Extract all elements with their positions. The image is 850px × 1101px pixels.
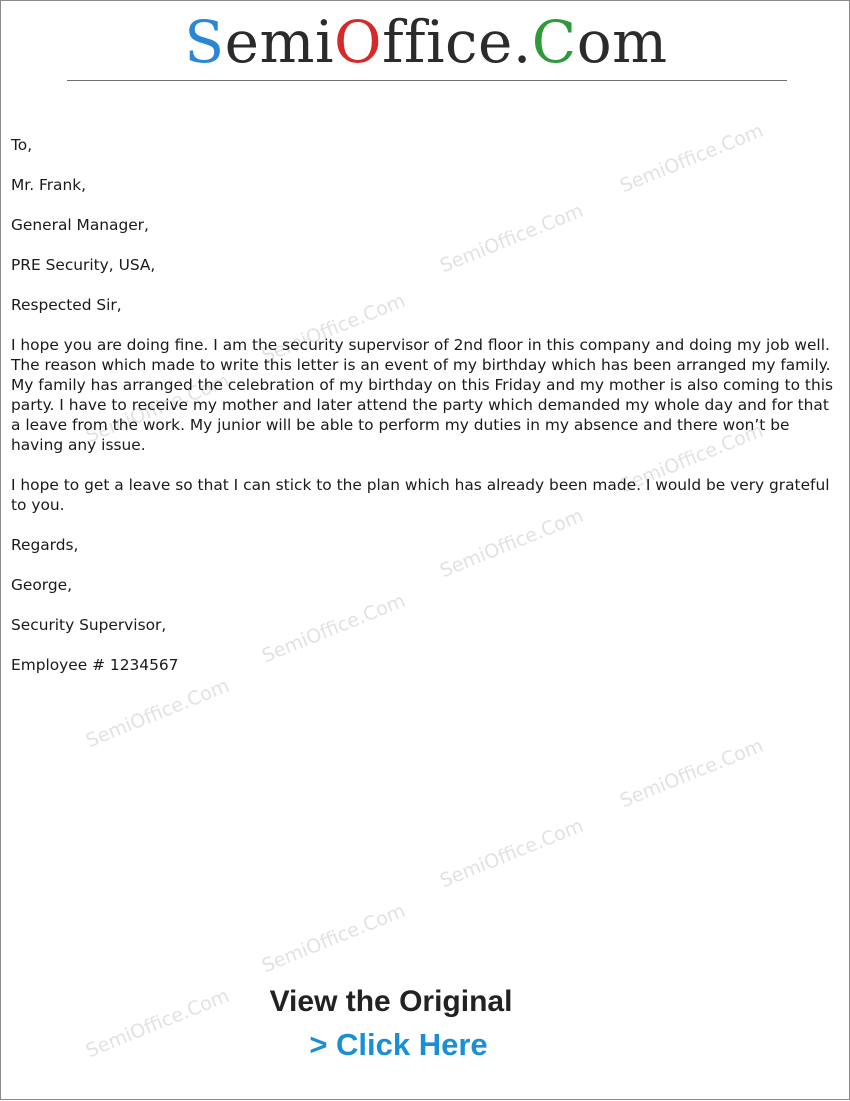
watermark: SemiOffice.Com bbox=[82, 369, 233, 448]
logo-letter-c: C bbox=[531, 8, 577, 76]
watermark: SemiOffice.Com bbox=[258, 589, 409, 668]
watermark: SemiOffice.Com bbox=[436, 504, 587, 583]
logo-letter-s: S bbox=[184, 8, 225, 76]
view-original-heading: View the Original bbox=[269, 985, 513, 1018]
watermark: SemiOffice.Com bbox=[82, 674, 233, 753]
sender-name: George, bbox=[11, 576, 72, 594]
body-paragraph-1: I hope you are doing fine. I am the security supervisor of 2nd floor in this company and doing my job well. The reason which made to write this letter is an event of my birthday which has been arranged my family. My family has arranged the celebration of my birthday on this Friday and my mother is also coming to this party. I have to receive my mother and later attend the party which demanded my whole day and for that a leave from the work. My junior will be able to perform my duties in my absence and there won’t be having any issue. bbox=[11, 336, 833, 454]
sender-title: Security Supervisor, bbox=[11, 616, 167, 634]
logo-text-om: om bbox=[576, 8, 668, 76]
logo-text-ffice: ffice. bbox=[382, 8, 532, 76]
recipient-company: PRE Security, USA, bbox=[11, 256, 156, 274]
closing: Regards, bbox=[11, 536, 79, 554]
logo-text-emi: emi bbox=[224, 8, 334, 76]
watermark: SemiOffice.Com bbox=[258, 899, 409, 978]
watermark: SemiOffice.Com bbox=[436, 814, 587, 893]
click-here-link[interactable]: > Click Here bbox=[309, 1027, 488, 1062]
watermark: SemiOffice.Com bbox=[616, 119, 767, 198]
watermark: SemiOffice.Com bbox=[82, 984, 233, 1063]
recipient-title: General Manager, bbox=[11, 216, 149, 234]
greeting: Respected Sir, bbox=[11, 296, 122, 314]
recipient-name: Mr. Frank, bbox=[11, 176, 87, 194]
letter-body bbox=[11, 135, 839, 695]
employee-id: Employee # 1234567 bbox=[11, 656, 179, 674]
salutation-to: To, bbox=[11, 136, 33, 154]
site-logo[interactable] bbox=[1, 5, 850, 79]
watermark: SemiOffice.Com bbox=[436, 199, 587, 278]
watermark: SemiOffice.Com bbox=[616, 734, 767, 813]
watermark: SemiOffice.Com bbox=[616, 419, 767, 498]
header-divider bbox=[67, 80, 787, 81]
watermark: SemiOffice.Com bbox=[258, 289, 409, 368]
body-paragraph-2: I hope to get a leave so that I can stick to the plan which has already been made. I would be very grateful to you. bbox=[11, 476, 830, 514]
logo-letter-o: O bbox=[334, 8, 383, 76]
